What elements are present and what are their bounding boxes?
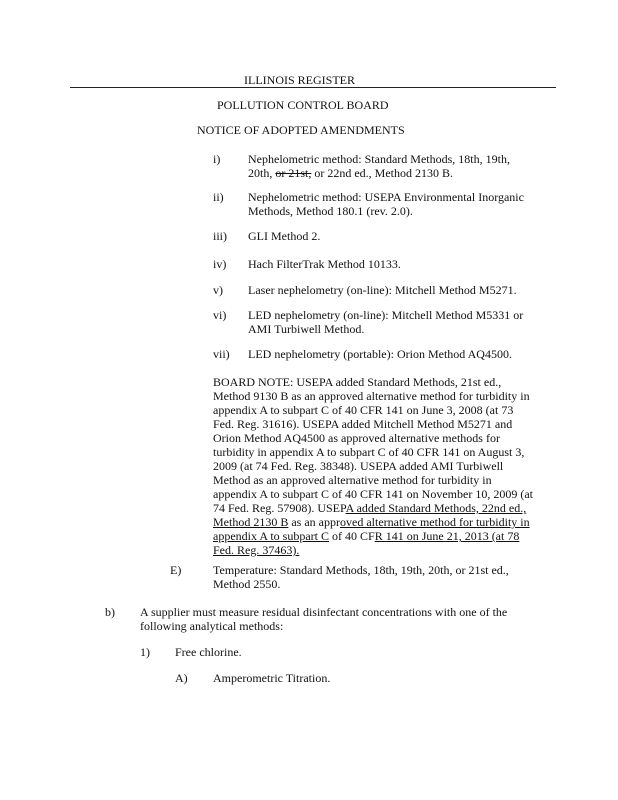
item-b-label: b) <box>105 605 115 619</box>
text-segment: Nephelometric method: USEPA Environmental Inorganic <box>248 190 524 204</box>
underlined-text: R 141 on June 21, 2013 (at 78 <box>374 529 520 543</box>
item-line <box>248 257 401 271</box>
register-title: ILLINOIS REGISTER <box>244 73 355 87</box>
item-line <box>248 347 512 361</box>
board-note-line <box>213 403 513 417</box>
item-line <box>248 166 453 180</box>
item-label: iii) <box>213 229 227 243</box>
text-segment: Orion Method AQ4500 as approved alternative methods for <box>213 431 500 445</box>
item-e-line: Temperature: Standard Methods, 18th, 19th, 20th, or 21st ed., <box>213 563 509 577</box>
item-e-line: Method 2550. <box>213 577 281 591</box>
item-label: vii) <box>213 347 230 361</box>
item-line <box>248 204 413 218</box>
item-a-label: A) <box>175 671 188 685</box>
notice-title: NOTICE OF ADOPTED AMENDMENTS <box>197 123 405 137</box>
board-note-line <box>213 445 524 459</box>
item-line <box>248 190 524 204</box>
item-b-line: A supplier must measure residual disinfectant concentrations with one of the <box>140 605 508 619</box>
text-segment: Method as an approved alternative method for turbidity in <box>213 473 492 487</box>
text-segment: BOARD NOTE: USEPA added Standard Methods, 21st ed., <box>213 375 502 389</box>
underlined-text: appendix A to subpart C <box>213 529 329 543</box>
board-note-line <box>213 389 530 403</box>
underlined-text: oved alternative method for turbidity in <box>340 515 530 529</box>
text-segment: Hach FilterTrak Method 10133. <box>248 257 401 271</box>
item-label: ii) <box>213 190 224 204</box>
text-segment: Nephelometric method: Standard Methods, 18th, 19th, <box>248 152 510 166</box>
board-note-line <box>213 375 501 389</box>
item-label: i) <box>213 152 221 166</box>
board-note-line <box>213 431 500 445</box>
board-note-line <box>213 473 492 487</box>
text-segment: 20th, <box>248 166 276 180</box>
board-note-line <box>213 459 503 473</box>
text-segment: Fed. Reg. 31616). USEPA added Mitchell Method M5271 and <box>213 417 513 431</box>
text-segment: GLI Method 2. <box>248 229 321 243</box>
text-segment: or 22nd ed., Method 2130 B. <box>311 166 453 180</box>
text-segment: Laser nephelometry (on-line): Mitchell Method M5271. <box>248 283 517 297</box>
item-label: vi) <box>213 308 227 322</box>
underlined-text: Method 2130 B <box>213 515 289 529</box>
item-line <box>248 283 517 297</box>
header-rule <box>70 87 556 88</box>
text-segment: Method 9130 B as an approved alternative method for turbidity in <box>213 389 530 403</box>
text-segment: Methods, Method 180.1 (rev. 2.0). <box>248 204 413 218</box>
item-a-text: Amperometric Titration. <box>213 671 331 685</box>
item-line <box>248 229 320 243</box>
text-segment: appendix A to subpart C of 40 CFR 141 on November 10, 2009 (at <box>213 487 533 501</box>
text-segment: of 40 CF <box>329 529 375 543</box>
board-title: POLLUTION CONTROL BOARD <box>217 98 389 112</box>
item-b-line: following analytical methods: <box>140 619 284 633</box>
item-line <box>248 322 364 336</box>
text-segment: 2009 (at 74 Fed. Reg. 38348). USEPA added AMI Turbiwell <box>213 459 504 473</box>
item-label: v) <box>213 283 223 297</box>
item-1-label: 1) <box>140 645 150 659</box>
text-segment: 74 Fed. Reg. 57908). USEP <box>213 501 346 515</box>
item-line <box>248 152 510 166</box>
board-note-line <box>213 529 519 543</box>
struck-text: or 21st, <box>275 166 312 180</box>
text-segment: LED nephelometry (on-line): Mitchell Method M5331 or <box>248 308 524 322</box>
text-segment: AMI Turbiwell Method. <box>248 322 365 336</box>
underlined-text: A added Standard Methods, 22nd ed., <box>345 501 527 515</box>
text-segment: LED nephelometry (portable): Orion Method AQ4500. <box>248 347 512 361</box>
text-segment: as an appr <box>288 515 340 529</box>
text-segment: turbidity in appendix A to subpart C of 40 CFR 141 on August 3, <box>213 445 525 459</box>
board-note-line <box>213 543 299 557</box>
item-label: iv) <box>213 257 227 271</box>
board-note-line <box>213 417 512 431</box>
board-note-line <box>213 501 526 515</box>
underlined-text: Fed. Reg. 37463). <box>213 543 300 557</box>
board-note-line <box>213 487 533 501</box>
board-note-line <box>213 515 530 529</box>
item-line <box>248 308 523 322</box>
text-segment: appendix A to subpart C of 40 CFR 141 on June 3, 2008 (at 73 <box>213 403 514 417</box>
item-e-label: E) <box>170 563 182 577</box>
item-1-text: Free chlorine. <box>175 645 242 659</box>
